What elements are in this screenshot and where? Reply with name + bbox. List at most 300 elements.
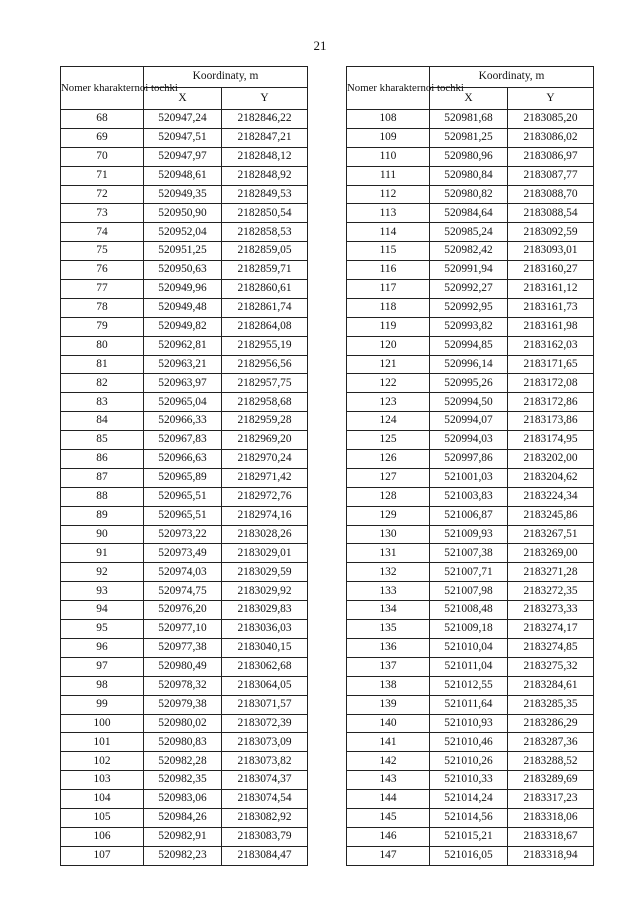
table-row — [61, 714, 308, 733]
x-coordinate-cell: 520980,82 — [430, 185, 508, 204]
y-coordinate-cell: 2182959,28 — [222, 412, 308, 431]
point-number-cell: 142 — [347, 752, 430, 771]
point-number-cell: 79 — [61, 317, 144, 336]
table-row — [347, 336, 594, 355]
table-row — [61, 506, 308, 525]
y-coordinate-cell: 2183172,86 — [508, 393, 594, 412]
x-coordinate-cell: 520967,83 — [144, 431, 222, 450]
point-number-header: Nomer kharakternoi tochki — [347, 67, 430, 110]
x-coordinate-cell: 520985,24 — [430, 223, 508, 242]
x-coordinate-cell: 521016,05 — [430, 846, 508, 865]
point-number-cell: 118 — [347, 298, 430, 317]
point-number-cell: 90 — [61, 525, 144, 544]
y-coordinate-cell: 2183062,68 — [222, 657, 308, 676]
y-coordinate-cell: 2183286,29 — [508, 714, 594, 733]
table-row — [61, 317, 308, 336]
point-number-cell: 89 — [61, 506, 144, 525]
y-coordinate-cell: 2182958,68 — [222, 393, 308, 412]
table-row — [347, 128, 594, 147]
point-number-cell: 86 — [61, 450, 144, 469]
y-coordinate-cell: 2183272,35 — [508, 582, 594, 601]
x-coordinate-cell: 520981,25 — [430, 128, 508, 147]
point-number-cell: 92 — [61, 563, 144, 582]
table-row — [347, 431, 594, 450]
point-number-cell: 108 — [347, 110, 430, 129]
y-coordinate-cell: 2182955,19 — [222, 336, 308, 355]
y-coordinate-cell: 2183074,37 — [222, 771, 308, 790]
table-row — [347, 827, 594, 846]
table-row — [347, 657, 594, 676]
table-row — [61, 185, 308, 204]
point-number-cell: 109 — [347, 128, 430, 147]
table-row — [347, 242, 594, 261]
x-coordinate-cell: 520994,85 — [430, 336, 508, 355]
point-number-cell: 98 — [61, 676, 144, 695]
point-number-cell: 113 — [347, 204, 430, 223]
table-row — [61, 487, 308, 506]
point-number-cell: 96 — [61, 638, 144, 657]
point-number-cell: 145 — [347, 808, 430, 827]
table-row — [347, 620, 594, 639]
table-row — [347, 638, 594, 657]
y-coordinate-cell: 2183085,20 — [508, 110, 594, 129]
table-row — [61, 563, 308, 582]
table-row — [347, 525, 594, 544]
y-coordinate-cell: 2183274,17 — [508, 620, 594, 639]
point-number-cell: 99 — [61, 695, 144, 714]
point-number-cell: 120 — [347, 336, 430, 355]
x-coordinate-cell: 520950,63 — [144, 261, 222, 280]
y-coordinate-cell: 2183173,86 — [508, 412, 594, 431]
table-row — [61, 298, 308, 317]
y-coordinate-cell: 2183029,92 — [222, 582, 308, 601]
point-number-cell: 116 — [347, 261, 430, 280]
x-coordinate-cell: 520982,28 — [144, 752, 222, 771]
coordinates-table-right — [346, 66, 594, 866]
y-coordinate-cell: 2183204,62 — [508, 468, 594, 487]
table-row — [61, 827, 308, 846]
y-coordinate-cell: 2183071,57 — [222, 695, 308, 714]
x-coordinate-cell: 521010,46 — [430, 733, 508, 752]
y-coordinate-cell: 2183029,59 — [222, 563, 308, 582]
x-coordinate-cell: 521011,64 — [430, 695, 508, 714]
x-coordinate-cell: 520951,25 — [144, 242, 222, 261]
x-coordinate-cell: 520991,94 — [430, 261, 508, 280]
table-row — [61, 846, 308, 865]
point-number-cell: 106 — [61, 827, 144, 846]
point-number-cell: 73 — [61, 204, 144, 223]
point-number-cell: 114 — [347, 223, 430, 242]
y-coordinate-cell: 2183318,06 — [508, 808, 594, 827]
point-number-cell: 72 — [61, 185, 144, 204]
y-coordinate-cell: 2183202,00 — [508, 450, 594, 469]
point-number-cell: 70 — [61, 147, 144, 166]
x-coordinate-cell: 521010,04 — [430, 638, 508, 657]
y-coordinate-cell: 2182847,21 — [222, 128, 308, 147]
table-row — [61, 450, 308, 469]
x-coordinate-cell: 521006,87 — [430, 506, 508, 525]
point-number-cell: 122 — [347, 374, 430, 393]
x-coordinate-cell: 521012,55 — [430, 676, 508, 695]
table-row — [61, 695, 308, 714]
y-coordinate-cell: 2182850,54 — [222, 204, 308, 223]
point-number-cell: 69 — [61, 128, 144, 147]
point-number-cell: 101 — [61, 733, 144, 752]
point-number-cell: 134 — [347, 601, 430, 620]
table-row — [61, 752, 308, 771]
table-row — [347, 185, 594, 204]
x-coordinate-cell: 521015,21 — [430, 827, 508, 846]
table-row — [347, 808, 594, 827]
x-coordinate-cell: 520982,35 — [144, 771, 222, 790]
table-row — [347, 317, 594, 336]
x-coordinate-cell: 520965,51 — [144, 487, 222, 506]
y-coordinate-cell: 2183160,27 — [508, 261, 594, 280]
point-number-cell: 136 — [347, 638, 430, 657]
y-coordinate-cell: 2182859,05 — [222, 242, 308, 261]
x-coordinate-cell: 520947,97 — [144, 147, 222, 166]
point-number-cell: 130 — [347, 525, 430, 544]
x-coordinate-cell: 520947,51 — [144, 128, 222, 147]
y-coordinate-cell: 2183088,54 — [508, 204, 594, 223]
point-number-cell: 121 — [347, 355, 430, 374]
x-coordinate-cell: 520952,04 — [144, 223, 222, 242]
point-number-cell: 117 — [347, 280, 430, 299]
table-row — [61, 808, 308, 827]
x-coordinate-cell: 520981,68 — [430, 110, 508, 129]
point-number-cell: 95 — [61, 620, 144, 639]
point-number-cell: 112 — [347, 185, 430, 204]
x-coordinate-cell: 520994,07 — [430, 412, 508, 431]
point-number-cell: 128 — [347, 487, 430, 506]
x-coordinate-cell: 520977,38 — [144, 638, 222, 657]
y-coordinate-cell: 2183029,83 — [222, 601, 308, 620]
y-coordinate-cell: 2183174,95 — [508, 431, 594, 450]
y-coordinate-cell: 2183161,12 — [508, 280, 594, 299]
point-number-cell: 81 — [61, 355, 144, 374]
y-coordinate-cell: 2182956,56 — [222, 355, 308, 374]
x-coordinate-cell: 521014,56 — [430, 808, 508, 827]
table-row — [347, 261, 594, 280]
y-coordinate-cell: 2183093,01 — [508, 242, 594, 261]
table-row — [347, 280, 594, 299]
point-number-cell: 87 — [61, 468, 144, 487]
y-coordinate-cell: 2182971,42 — [222, 468, 308, 487]
table-row — [61, 657, 308, 676]
table-row — [347, 223, 594, 242]
point-number-cell: 77 — [61, 280, 144, 299]
y-coordinate-cell: 2183267,51 — [508, 525, 594, 544]
y-coordinate-cell: 2183285,35 — [508, 695, 594, 714]
x-coordinate-cell: 521010,33 — [430, 771, 508, 790]
point-number-cell: 103 — [61, 771, 144, 790]
x-coordinate-cell: 521007,98 — [430, 582, 508, 601]
point-number-cell: 104 — [61, 790, 144, 809]
point-number-cell: 107 — [61, 846, 144, 865]
table-body — [61, 110, 308, 866]
point-number-cell: 147 — [347, 846, 430, 865]
table-row — [61, 431, 308, 450]
table-row — [347, 601, 594, 620]
table-row — [347, 563, 594, 582]
coordinates-header: Koordinaty, m — [430, 67, 594, 88]
point-number-cell: 140 — [347, 714, 430, 733]
table-row — [61, 147, 308, 166]
y-coordinate-cell: 2183287,36 — [508, 733, 594, 752]
y-coordinate-cell: 2183092,59 — [508, 223, 594, 242]
y-coordinate-cell: 2182859,71 — [222, 261, 308, 280]
table-row — [347, 544, 594, 563]
y-coordinate-cell: 2183040,15 — [222, 638, 308, 657]
y-coordinate-cell: 2183029,01 — [222, 544, 308, 563]
y-coordinate-cell: 2183317,23 — [508, 790, 594, 809]
point-number-cell: 126 — [347, 450, 430, 469]
point-number-cell: 88 — [61, 487, 144, 506]
x-coordinate-cell: 520974,03 — [144, 563, 222, 582]
y-coordinate-cell: 2182864,08 — [222, 317, 308, 336]
table-row — [61, 525, 308, 544]
point-number-cell: 124 — [347, 412, 430, 431]
y-coordinate-cell: 2183318,94 — [508, 846, 594, 865]
table-row — [347, 695, 594, 714]
x-coordinate-cell: 520947,24 — [144, 110, 222, 129]
table-row — [347, 204, 594, 223]
x-coordinate-cell: 520973,22 — [144, 525, 222, 544]
table-row — [61, 166, 308, 185]
x-header: X — [144, 88, 222, 110]
point-number-cell: 135 — [347, 620, 430, 639]
y-coordinate-cell: 2183161,98 — [508, 317, 594, 336]
y-coordinate-cell: 2182860,61 — [222, 280, 308, 299]
x-coordinate-cell: 521009,93 — [430, 525, 508, 544]
table-row — [61, 544, 308, 563]
y-coordinate-cell: 2183028,26 — [222, 525, 308, 544]
y-coordinate-cell: 2183271,28 — [508, 563, 594, 582]
y-coordinate-cell: 2182848,92 — [222, 166, 308, 185]
x-coordinate-cell: 520976,20 — [144, 601, 222, 620]
y-coordinate-cell: 2183284,61 — [508, 676, 594, 695]
x-coordinate-cell: 520978,32 — [144, 676, 222, 695]
point-number-cell: 131 — [347, 544, 430, 563]
x-coordinate-cell: 520973,49 — [144, 544, 222, 563]
y-coordinate-cell: 2183074,54 — [222, 790, 308, 809]
x-coordinate-cell: 521010,93 — [430, 714, 508, 733]
y-coordinate-cell: 2182957,75 — [222, 374, 308, 393]
x-coordinate-cell: 521007,38 — [430, 544, 508, 563]
y-coordinate-cell: 2183273,33 — [508, 601, 594, 620]
point-number-cell: 138 — [347, 676, 430, 695]
x-coordinate-cell: 521011,04 — [430, 657, 508, 676]
table-row — [61, 110, 308, 129]
table-row — [347, 468, 594, 487]
table-body — [347, 110, 594, 866]
x-coordinate-cell: 520962,81 — [144, 336, 222, 355]
x-coordinate-cell: 520979,38 — [144, 695, 222, 714]
point-number-cell: 84 — [61, 412, 144, 431]
x-coordinate-cell: 520996,14 — [430, 355, 508, 374]
table-row — [347, 714, 594, 733]
x-coordinate-cell: 520965,51 — [144, 506, 222, 525]
x-coordinate-cell: 520949,48 — [144, 298, 222, 317]
table-row — [347, 733, 594, 752]
point-number-cell: 143 — [347, 771, 430, 790]
x-coordinate-cell: 520949,82 — [144, 317, 222, 336]
y-coordinate-cell: 2182974,16 — [222, 506, 308, 525]
point-number-cell: 97 — [61, 657, 144, 676]
y-header: Y — [222, 88, 308, 110]
table-row — [347, 487, 594, 506]
x-coordinate-cell: 520994,50 — [430, 393, 508, 412]
y-coordinate-cell: 2183072,39 — [222, 714, 308, 733]
point-number-cell: 83 — [61, 393, 144, 412]
table-row — [61, 336, 308, 355]
y-coordinate-cell: 2183161,73 — [508, 298, 594, 317]
x-coordinate-cell: 520992,27 — [430, 280, 508, 299]
y-coordinate-cell: 2182849,53 — [222, 185, 308, 204]
y-coordinate-cell: 2183088,70 — [508, 185, 594, 204]
point-number-cell: 119 — [347, 317, 430, 336]
table-row — [61, 412, 308, 431]
table-row — [347, 298, 594, 317]
y-coordinate-cell: 2183087,77 — [508, 166, 594, 185]
x-coordinate-cell: 520980,84 — [430, 166, 508, 185]
x-header: X — [430, 88, 508, 110]
table-row — [347, 374, 594, 393]
point-number-cell: 125 — [347, 431, 430, 450]
x-coordinate-cell: 520949,96 — [144, 280, 222, 299]
point-number-cell: 75 — [61, 242, 144, 261]
y-coordinate-cell: 2182969,20 — [222, 431, 308, 450]
table-row — [347, 450, 594, 469]
table-row — [61, 601, 308, 620]
x-coordinate-cell: 520984,26 — [144, 808, 222, 827]
y-coordinate-cell: 2183245,86 — [508, 506, 594, 525]
point-number-cell: 74 — [61, 223, 144, 242]
table-row — [347, 771, 594, 790]
x-coordinate-cell: 520980,49 — [144, 657, 222, 676]
y-coordinate-cell: 2183269,00 — [508, 544, 594, 563]
x-coordinate-cell: 521014,24 — [430, 790, 508, 809]
x-coordinate-cell: 520994,03 — [430, 431, 508, 450]
y-coordinate-cell: 2183083,79 — [222, 827, 308, 846]
point-number-cell: 82 — [61, 374, 144, 393]
table-row — [61, 223, 308, 242]
x-coordinate-cell: 520980,02 — [144, 714, 222, 733]
y-coordinate-cell: 2183275,32 — [508, 657, 594, 676]
x-coordinate-cell: 520993,82 — [430, 317, 508, 336]
y-coordinate-cell: 2183086,97 — [508, 147, 594, 166]
coordinates-table-left — [60, 66, 308, 866]
y-coordinate-cell: 2182861,74 — [222, 298, 308, 317]
y-coordinate-cell: 2183224,34 — [508, 487, 594, 506]
table-row — [61, 733, 308, 752]
point-number-cell: 144 — [347, 790, 430, 809]
table-row — [347, 412, 594, 431]
table-row — [61, 620, 308, 639]
coordinates-header: Koordinaty, m — [144, 67, 308, 88]
point-number-cell: 105 — [61, 808, 144, 827]
x-coordinate-cell: 520963,21 — [144, 355, 222, 374]
x-coordinate-cell: 521010,26 — [430, 752, 508, 771]
y-coordinate-cell: 2182848,12 — [222, 147, 308, 166]
x-coordinate-cell: 521003,83 — [430, 487, 508, 506]
point-number-cell: 129 — [347, 506, 430, 525]
table-row — [61, 204, 308, 223]
point-number-cell: 110 — [347, 147, 430, 166]
y-coordinate-cell: 2183082,92 — [222, 808, 308, 827]
y-coordinate-cell: 2182858,53 — [222, 223, 308, 242]
page-number: 21 — [313, 38, 327, 53]
x-coordinate-cell: 520992,95 — [430, 298, 508, 317]
y-coordinate-cell: 2183064,05 — [222, 676, 308, 695]
y-coordinate-cell: 2183172,08 — [508, 374, 594, 393]
point-number-cell: 100 — [61, 714, 144, 733]
y-coordinate-cell: 2183036,03 — [222, 620, 308, 639]
x-coordinate-cell: 520977,10 — [144, 620, 222, 639]
point-number-cell: 80 — [61, 336, 144, 355]
y-header: Y — [508, 88, 594, 110]
x-coordinate-cell: 520949,35 — [144, 185, 222, 204]
x-coordinate-cell: 520980,83 — [144, 733, 222, 752]
x-coordinate-cell: 521009,18 — [430, 620, 508, 639]
table-row — [347, 110, 594, 129]
point-number-cell: 78 — [61, 298, 144, 317]
y-coordinate-cell: 2183288,52 — [508, 752, 594, 771]
table-row — [61, 242, 308, 261]
point-number-cell: 76 — [61, 261, 144, 280]
table-row — [61, 280, 308, 299]
table-row — [61, 355, 308, 374]
x-coordinate-cell: 520984,64 — [430, 204, 508, 223]
point-number-cell: 133 — [347, 582, 430, 601]
y-coordinate-cell: 2182972,76 — [222, 487, 308, 506]
x-coordinate-cell: 520966,63 — [144, 450, 222, 469]
table-row — [61, 771, 308, 790]
point-number-header: Nomer kharakternoi tochki — [61, 67, 144, 110]
table-row — [347, 846, 594, 865]
y-coordinate-cell: 2183162,03 — [508, 336, 594, 355]
x-coordinate-cell: 520965,89 — [144, 468, 222, 487]
point-number-cell: 137 — [347, 657, 430, 676]
y-coordinate-cell: 2183084,47 — [222, 846, 308, 865]
x-coordinate-cell: 521008,48 — [430, 601, 508, 620]
x-coordinate-cell: 520982,23 — [144, 846, 222, 865]
table-row — [61, 261, 308, 280]
point-number-cell: 93 — [61, 582, 144, 601]
y-coordinate-cell: 2183073,09 — [222, 733, 308, 752]
point-number-cell: 111 — [347, 166, 430, 185]
table-row — [347, 582, 594, 601]
point-number-cell: 141 — [347, 733, 430, 752]
y-coordinate-cell: 2182970,24 — [222, 450, 308, 469]
x-coordinate-cell: 520982,91 — [144, 827, 222, 846]
table-row — [347, 506, 594, 525]
table-row — [61, 582, 308, 601]
point-number-cell: 68 — [61, 110, 144, 129]
x-coordinate-cell: 521007,71 — [430, 563, 508, 582]
point-number-cell: 94 — [61, 601, 144, 620]
x-coordinate-cell: 520974,75 — [144, 582, 222, 601]
table-row — [61, 676, 308, 695]
table-row — [347, 166, 594, 185]
y-coordinate-cell: 2183274,85 — [508, 638, 594, 657]
point-number-cell: 127 — [347, 468, 430, 487]
x-coordinate-cell: 520948,61 — [144, 166, 222, 185]
table-row — [347, 752, 594, 771]
point-number-cell: 132 — [347, 563, 430, 582]
x-coordinate-cell: 521001,03 — [430, 468, 508, 487]
table-row — [347, 147, 594, 166]
